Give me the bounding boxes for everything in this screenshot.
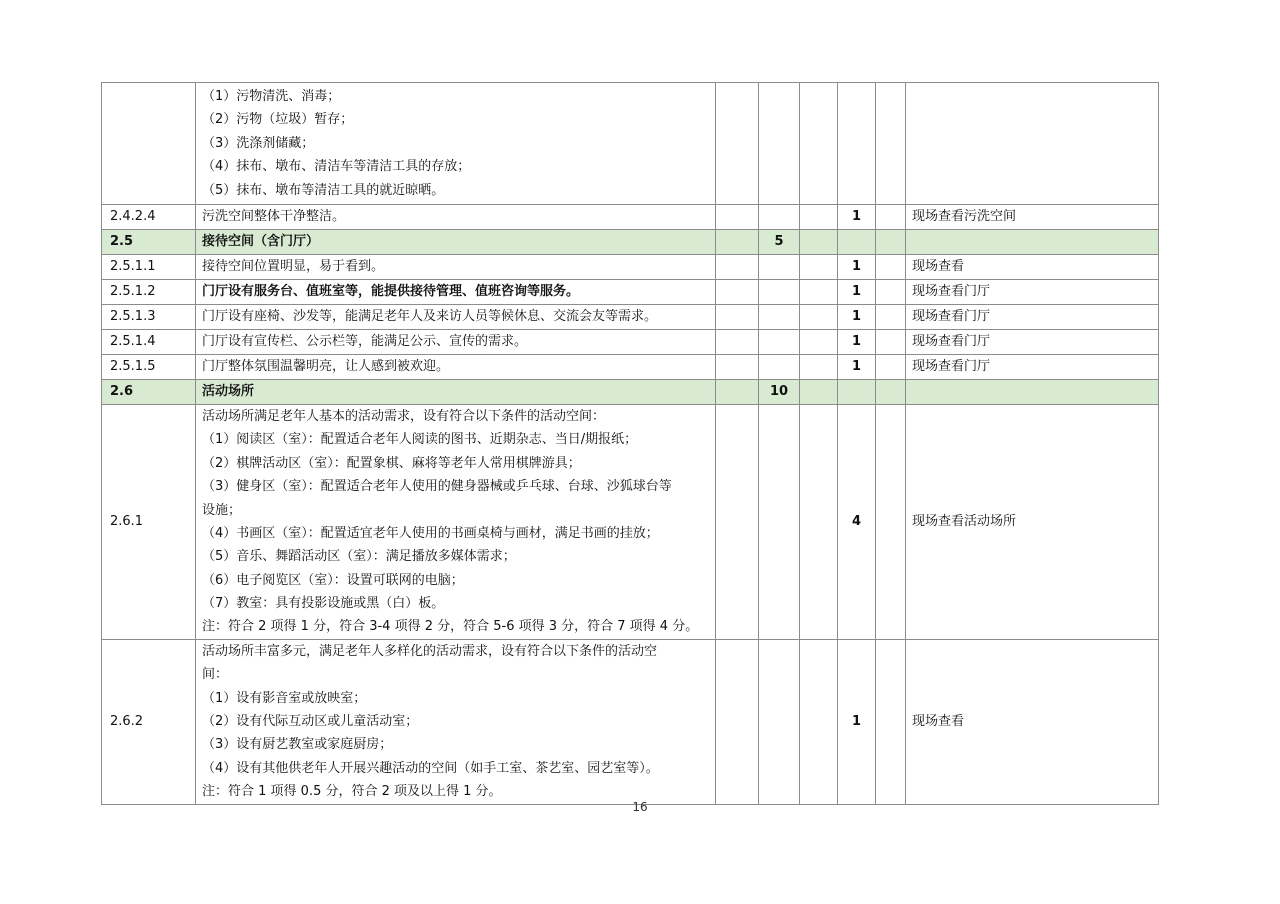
item-code: 2.5.1.5	[102, 354, 196, 379]
method-cell: 现场查看门厅	[906, 279, 1159, 304]
item-line: 注：符合 1 项得 0.5 分，符合 2 项及以上得 1 分。	[202, 784, 502, 800]
empty-cell	[759, 404, 800, 639]
section-score: 5	[759, 229, 800, 254]
empty-cell	[800, 254, 838, 279]
item-code: 2.4.2.4	[102, 204, 196, 229]
empty-cell	[759, 83, 800, 205]
section-code: 2.6	[102, 379, 196, 404]
item-text: 接待空间位置明显，易于看到。	[196, 254, 716, 279]
empty-cell	[800, 204, 838, 229]
item-line: （5）音乐、舞蹈活动区（室）：满足播放多媒体需求；	[202, 549, 516, 565]
table-row	[102, 329, 1159, 354]
score-cell: 1	[838, 204, 876, 229]
empty-cell	[716, 229, 759, 254]
empty-cell	[759, 204, 800, 229]
item-line: （7）教室：具有投影设施或黑（白）板。	[202, 596, 445, 612]
table-row	[102, 204, 1159, 229]
empty-cell	[716, 204, 759, 229]
item-line: 活动场所丰富多元，满足老年人多样化的活动需求，设有符合以下条件的活动空	[202, 643, 658, 659]
item-line: 间：	[202, 667, 229, 683]
item-code	[102, 83, 196, 205]
score-cell: 1	[838, 304, 876, 329]
score-cell	[838, 83, 876, 205]
score-cell: 1	[838, 279, 876, 304]
empty-cell	[716, 354, 759, 379]
empty-cell	[876, 304, 906, 329]
empty-cell	[716, 254, 759, 279]
score-cell: 1	[838, 639, 876, 804]
empty-cell	[800, 229, 838, 254]
empty-cell	[716, 404, 759, 639]
empty-cell	[838, 379, 876, 404]
section-header-row	[102, 379, 1159, 404]
section-score: 10	[759, 379, 800, 404]
item-line: （1）污物清洗、消毒；	[202, 89, 341, 104]
table-row	[102, 279, 1159, 304]
score-cell: 1	[838, 329, 876, 354]
empty-cell	[876, 329, 906, 354]
table-row	[102, 404, 1159, 639]
method-cell: 现场查看门厅	[906, 354, 1159, 379]
score-cell: 1	[838, 354, 876, 379]
item-code: 2.6.1	[102, 404, 196, 639]
empty-cell	[716, 639, 759, 804]
item-code: 2.5.1.1	[102, 254, 196, 279]
item-content	[196, 639, 716, 804]
empty-cell	[876, 279, 906, 304]
empty-cell	[876, 379, 906, 404]
item-line: （3）健身区（室）：配置适合老年人使用的健身器械或乒乓球、台球、沙狐球台等	[202, 479, 672, 495]
scoring-table	[101, 82, 1159, 805]
empty-cell	[759, 304, 800, 329]
table-row	[102, 639, 1159, 804]
item-line: （1）阅读区（室）：配置适合老年人阅读的图书、近期杂志、当日/期报纸；	[202, 432, 638, 448]
empty-cell	[876, 204, 906, 229]
method-cell: 现场查看污洗空间	[906, 204, 1159, 229]
item-text: 污洗空间整体干净整洁。	[196, 204, 716, 229]
table-row	[102, 254, 1159, 279]
item-line: （1）设有影音室或放映室；	[202, 690, 367, 706]
item-line: （2）设有代际互动区或儿童活动室；	[202, 714, 419, 730]
section-title: 活动场所	[196, 379, 716, 404]
empty-cell	[759, 329, 800, 354]
empty-cell	[716, 83, 759, 205]
empty-cell	[759, 254, 800, 279]
item-content	[196, 404, 716, 639]
empty-cell	[800, 404, 838, 639]
empty-cell	[800, 639, 838, 804]
item-line: 注：符合 2 项得 1 分，符合 3-4 项得 2 分，符合 5-6 项得 3 分，符合 7 项得 4 分。	[202, 619, 699, 635]
empty-cell	[716, 304, 759, 329]
empty-cell	[876, 639, 906, 804]
method-cell: 现场查看活动场所	[906, 404, 1159, 639]
empty-cell	[759, 354, 800, 379]
table-row	[102, 83, 1159, 205]
item-content	[196, 83, 716, 205]
empty-cell	[876, 254, 906, 279]
empty-cell	[800, 279, 838, 304]
empty-cell	[716, 379, 759, 404]
method-cell: 现场查看	[906, 254, 1159, 279]
empty-cell	[876, 354, 906, 379]
item-text: 门厅整体氛围温馨明亮，让人感到被欢迎。	[196, 354, 716, 379]
item-text: 门厅设有座椅、沙发等，能满足老年人及来访人员等候休息、交流会友等需求。	[196, 304, 716, 329]
item-line: （3）设有厨艺教室或家庭厨房；	[202, 737, 393, 753]
empty-cell	[800, 83, 838, 205]
empty-cell	[906, 229, 1159, 254]
item-line: 设施；	[202, 502, 242, 518]
empty-cell	[838, 229, 876, 254]
empty-cell	[800, 354, 838, 379]
empty-cell	[876, 404, 906, 639]
method-cell: 现场查看门厅	[906, 304, 1159, 329]
item-line: （4）设有其他供老年人开展兴趣活动的空间（如手工室、茶艺室、园艺室等）。	[202, 760, 659, 776]
section-header-row	[102, 229, 1159, 254]
item-line: （6）电子阅览区（室）：设置可联网的电脑；	[202, 572, 464, 588]
item-text: 门厅设有宣传栏、公示栏等，能满足公示、宣传的需求。	[196, 329, 716, 354]
empty-cell	[759, 639, 800, 804]
page-number: 16	[632, 800, 648, 814]
method-cell: 现场查看门厅	[906, 329, 1159, 354]
item-code: 2.5.1.3	[102, 304, 196, 329]
empty-cell	[876, 83, 906, 205]
section-title: 接待空间（含门厅）	[196, 229, 716, 254]
item-line: （5）抹布、墩布等清洁工具的就近晾晒。	[202, 182, 445, 198]
item-line: （3）洗涤剂储藏；	[202, 135, 315, 151]
item-code: 2.5.1.4	[102, 329, 196, 354]
empty-cell	[800, 329, 838, 354]
item-text: 门厅设有服务台、值班室等，能提供接待管理、值班咨询等服务。	[196, 279, 716, 304]
empty-cell	[800, 304, 838, 329]
empty-cell	[876, 229, 906, 254]
section-code: 2.5	[102, 229, 196, 254]
table-row	[102, 354, 1159, 379]
item-code: 2.6.2	[102, 639, 196, 804]
empty-cell	[716, 329, 759, 354]
item-line: 活动场所满足老年人基本的活动需求，设有符合以下条件的活动空间：	[202, 408, 606, 424]
method-cell: 现场查看	[906, 639, 1159, 804]
empty-cell	[800, 379, 838, 404]
method-cell	[906, 83, 1159, 205]
score-cell: 1	[838, 254, 876, 279]
item-code: 2.5.1.2	[102, 279, 196, 304]
item-line: （4）抹布、墩布、清洁车等清洁工具的存放；	[202, 159, 471, 175]
item-line: （2）棋牌活动区（室）：配置象棋、麻将等老年人常用棋牌游具；	[202, 455, 581, 471]
table-row	[102, 304, 1159, 329]
empty-cell	[759, 279, 800, 304]
score-cell: 4	[838, 404, 876, 639]
item-line: （4）书画区（室）：配置适宜老年人使用的书画桌椅与画材，满足书画的挂放；	[202, 525, 659, 541]
item-line: （2）污物（垃圾）暂存；	[202, 112, 354, 128]
empty-cell	[906, 379, 1159, 404]
empty-cell	[716, 279, 759, 304]
